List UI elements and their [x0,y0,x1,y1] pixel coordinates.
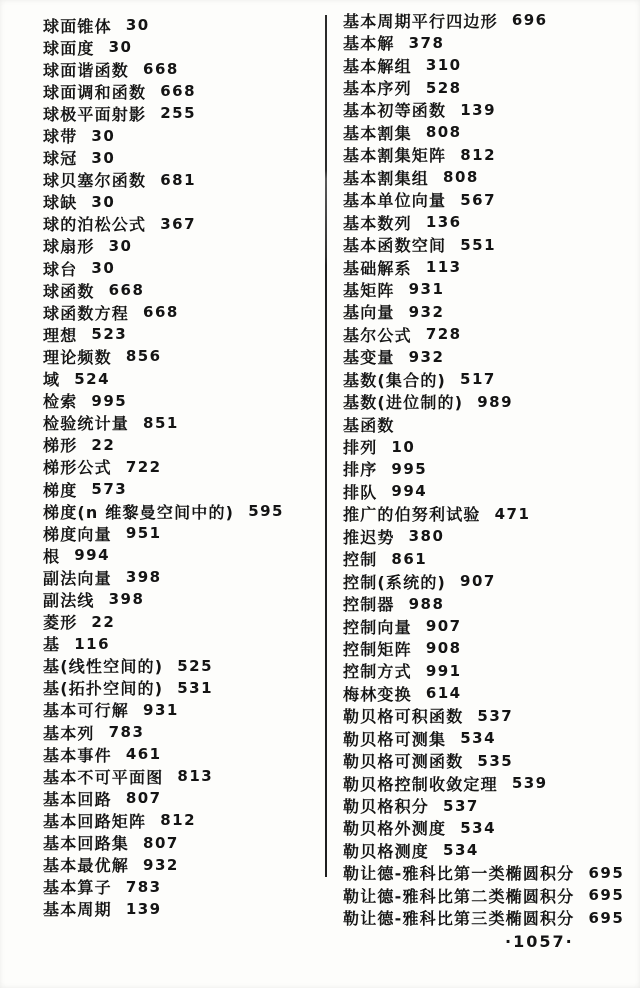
index-entry-page-number: 614 [425,684,462,703]
index-entry [343,435,624,457]
index-entry [343,346,624,368]
index-entry [43,147,284,169]
index-entry-term: 球极平面射影 [43,104,147,124]
index-entry [43,721,284,743]
index-entry [343,278,624,300]
index-entry-page-number: 668 [160,82,197,101]
index-entry-page-number: 807 [143,833,179,852]
index-entry [43,699,284,721]
index-entry [43,257,284,279]
index-entry [43,102,284,124]
index-entry-term: 基本事件 [43,745,112,765]
index-entry-term: 梯度 [43,480,78,500]
index-entry-term: 基矩阵 [343,280,395,300]
index-entry [343,862,624,884]
index-entry-term: 勒贝格测度 [343,841,430,861]
index-entry-term: 控制器 [343,595,395,615]
index-entry-page-number: 783 [125,877,162,896]
index-entry-term: 勒贝格外测度 [343,819,447,839]
index-entry-page-number: 539 [511,774,548,793]
index-entry-page-number: 681 [160,170,197,189]
index-entry-term: 球扇形 [43,237,95,257]
index-entry-page-number: 551 [460,235,497,254]
index-entry [343,301,624,323]
index-entry [43,809,284,831]
index-entry [343,413,624,435]
index-entry [343,189,624,211]
index-entry-page-number: 534 [460,729,497,748]
index-column-right [343,9,624,929]
index-entry [343,76,624,98]
index-entry-term: 理想 [43,325,78,345]
index-entry [43,655,284,677]
index-entry-term: 勒贝格控制收敛定理 [343,774,498,794]
index-entry-page-number: 22 [91,435,116,454]
index-entry-page-number: 696 [511,11,548,30]
index-entry-page-number: 30 [91,148,116,167]
index-entry-term: 根 [43,546,61,566]
index-entry-term: 基本割集矩阵 [343,146,447,166]
index-entry-term: 球台 [43,259,78,279]
index-entry-page-number: 30 [108,236,133,255]
index-entry [43,633,284,655]
index-entry [343,570,624,592]
index-entry-term: 控制矩阵 [343,639,412,659]
index-entry [343,121,624,143]
index-entry-term: 勒让德-雅科比第二类椭圆积分 [343,886,575,906]
index-entry-term: 基本算子 [43,878,112,898]
index-entry [343,368,624,390]
index-entry [343,705,624,727]
index-entry-page-number: 951 [125,524,162,543]
index-entry-page-number: 991 [425,661,462,680]
column-divider-line [325,15,327,877]
index-entry-term: 勒让德-雅科比第一类椭圆积分 [343,864,575,884]
index-entry-page-number: 310 [425,56,462,75]
index-entry-page-number: 995 [391,459,428,478]
index-entry [343,54,624,76]
index-entry-page-number: 907 [460,572,496,591]
index-entry [43,301,284,323]
index-entry [343,794,624,816]
index-entry-page-number: 139 [125,899,162,918]
index-entry-term: 基变量 [343,348,395,368]
index-entry-term: 域 [43,370,61,390]
index-entry [343,503,624,525]
index-entry-page-number: 573 [91,480,128,499]
index-entry-page-number: 812 [160,811,197,830]
index-entry [343,817,624,839]
index-entry-term: 基本序列 [343,79,412,99]
index-entry-page-number: 30 [108,38,133,57]
folio-page-number: ·1057· [505,932,574,951]
index-entry-term: 理论频数 [43,347,112,367]
index-entry-page-number: 534 [460,818,497,837]
index-entry-page-number: 367 [160,214,197,233]
index-entry-term: 基本数列 [343,213,412,233]
index-entry-page-number: 139 [460,100,497,119]
index-entry-term: 球函数 [43,281,95,301]
index-entry [43,544,284,566]
index-entry-page-number: 380 [408,527,445,546]
index-entry-page-number: 534 [443,841,479,860]
index-entry [43,14,284,36]
index-entry [343,211,624,233]
index-entry [43,743,284,765]
index-entry-page-number: 995 [91,391,128,410]
index-entry [43,235,284,257]
index-entry-page-number: 932 [408,347,445,366]
index-entry-page-number: 994 [74,546,111,565]
index-entry-term: 基向量 [343,303,395,323]
index-entry-page-number: 907 [425,617,462,636]
index-entry-term: 基(拓扑空间的) [43,679,164,699]
index-entry-term: 勒贝格可积函数 [343,707,464,727]
index-entry [343,839,624,861]
index-entry-page-number: 851 [143,413,179,432]
index-entry [43,677,284,699]
index-entry-page-number: 668 [108,281,145,300]
index-entry [343,772,624,794]
index-entry-term: 基尔公式 [343,325,412,345]
index-entry-page-number: 461 [125,745,162,764]
index-entry-term: 基本最优解 [43,856,130,876]
index-entry [343,458,624,480]
index-entry-page-number: 517 [460,370,496,389]
index-entry-term: 勒让德-雅科比第三类椭圆积分 [343,909,575,929]
index-entry-term: 基(线性空间的) [43,657,164,677]
index-entry [43,566,284,588]
index-entry-page-number: 695 [588,908,625,927]
index-entry-term: 控制 [343,550,378,570]
index-entry-term: 控制方式 [343,662,412,682]
index-entry-page-number: 523 [91,325,128,344]
index-entry [43,876,284,898]
index-entry-page-number: 30 [91,126,116,145]
index-entry-term: 副法线 [43,590,95,610]
index-entry-page-number: 808 [425,123,462,142]
index-entry-page-number: 932 [408,302,445,321]
index-entry-term: 推广的伯努利试验 [343,505,481,525]
index-entry [343,682,624,704]
index-entry-page-number: 531 [177,678,214,697]
index-entry-term: 球面调和函数 [43,82,147,102]
index-entry-term: 梯形 [43,436,78,456]
index-entry-page-number: 113 [425,258,462,277]
index-entry-term: 球的泊松公式 [43,215,147,235]
index-entry-page-number: 989 [477,392,514,411]
index-entry-page-number: 668 [143,60,179,79]
index-entry-page-number: 931 [143,700,179,719]
index-entry [343,256,624,278]
index-entry-term: 基本可行解 [43,701,130,721]
index-entry-term: 基本周期 [43,900,112,920]
index-entry-page-number: 856 [125,347,162,366]
index-entry [343,525,624,547]
index-entry-page-number: 994 [391,482,428,501]
index-entry [343,99,624,121]
index-entry-page-number: 813 [177,767,214,786]
index-entry-term: 基函数 [343,415,395,435]
index-entry-page-number: 988 [408,594,445,613]
index-entry-page-number: 255 [160,104,197,123]
index-entry [43,191,284,213]
index-entry-term: 基本割集 [343,123,412,143]
index-entry-page-number: 524 [74,369,111,388]
index-entry-term: 基数(集合的) [343,370,447,390]
index-entry-page-number: 525 [177,656,214,675]
index-entry [343,592,624,614]
index-entry [43,765,284,787]
index-entry-term: 检验统计量 [43,414,130,434]
index-entry [43,456,284,478]
index-entry-term: 勒贝格可测集 [343,729,447,749]
index-entry [343,31,624,53]
index-entry-page-number: 668 [143,303,179,322]
index-entry-term: 梯度(n 维黎曼空间中的) [43,502,235,522]
index-entry [343,884,624,906]
index-entry [343,907,624,929]
index-entry-page-number: 807 [125,789,162,808]
index-entry-term: 球带 [43,127,78,147]
index-entry-page-number: 528 [425,78,462,97]
index-entry-page-number: 931 [408,280,445,299]
index-entry [43,279,284,301]
index-entry-page-number: 116 [74,634,111,653]
index-entry-term: 球函数方程 [43,303,130,323]
index-entry [43,36,284,58]
index-entry-page-number: 537 [477,706,514,725]
index-entry-term: 控制(系统的) [343,572,447,592]
index-entry-term: 基本回路矩阵 [43,811,147,831]
index-entry-page-number: 861 [391,549,428,568]
index-entry [343,660,624,682]
index-entry-term: 排队 [343,482,378,502]
index-entry-term: 球冠 [43,149,78,169]
index-entry [43,213,284,235]
index-entry-term: 基本列 [43,723,95,743]
index-entry-page-number: 695 [588,886,625,905]
index-entry [343,727,624,749]
index-entry-page-number: 30 [91,259,116,278]
index-entry-page-number: 932 [143,855,179,874]
index-entry-term: 基本周期平行四边形 [343,11,498,31]
index-entry [43,588,284,610]
index-entry-term: 推迟势 [343,527,395,547]
index-entry-term: 基本解组 [343,56,412,76]
index-entry-term: 基本单位向量 [343,191,447,211]
index-entry [43,898,284,920]
index-entry-term: 球缺 [43,193,78,213]
index-entry-term: 排列 [343,438,378,458]
index-entry-term: 基本函数空间 [343,236,447,256]
index-entry-term: 梯度向量 [43,524,112,544]
index-entry [43,478,284,500]
index-entry [43,169,284,191]
index-entry [43,522,284,544]
index-entry-term: 副法向量 [43,568,112,588]
index-entry-page-number: 378 [408,33,445,52]
index-entry-term: 基本不可平面图 [43,767,164,787]
index-entry-page-number: 595 [248,502,284,521]
index-entry [43,434,284,456]
index-entry-term: 球面锥体 [43,16,112,36]
index-entry-page-number: 136 [425,213,462,232]
index-entry-term: 基本回路集 [43,834,130,854]
index-entry [43,80,284,102]
index-entry-page-number: 30 [125,16,150,35]
index-entry-page-number: 22 [91,612,116,631]
index-entry-page-number: 537 [443,796,479,815]
index-entry [43,412,284,434]
index-entry-term: 球面谐函数 [43,60,130,80]
index-entry [43,58,284,80]
index-entry-term: 勒贝格可测函数 [343,752,464,772]
index-entry-term: 排序 [343,460,378,480]
index-entry [43,787,284,809]
index-entry [343,615,624,637]
index-entry [343,390,624,412]
index-entry [343,144,624,166]
index-entry [343,166,624,188]
index-entry-page-number: 808 [443,168,479,187]
index-entry-term: 基 [43,635,61,655]
index-entry-term: 球贝塞尔函数 [43,171,147,191]
index-entry-page-number: 535 [477,751,514,770]
index-entry-term: 球面度 [43,38,95,58]
index-entry-page-number: 722 [125,457,162,476]
index-entry-page-number: 783 [108,723,145,742]
index-entry [43,500,284,522]
index-entry-page-number: 398 [108,590,145,609]
index-column-left [43,14,284,920]
index-entry-term: 基数(进位制的) [343,393,464,413]
index-entry-term: 控制向量 [343,617,412,637]
index-entry [43,368,284,390]
index-entry [343,637,624,659]
index-entry-page-number: 398 [125,568,162,587]
index-entry [343,480,624,502]
index-entry-page-number: 567 [460,190,497,209]
index-entry [343,548,624,570]
index-entry-term: 基本初等函数 [343,101,447,121]
index-entry-term: 菱形 [43,613,78,633]
index-entry [43,323,284,345]
index-entry-term: 基本解 [343,34,395,54]
index-entry-page-number: 471 [494,504,531,523]
index-entry-page-number: 728 [425,325,462,344]
index-entry [43,345,284,367]
index-entry-page-number: 10 [391,437,416,456]
index-entry [343,323,624,345]
index-entry-term: 基本割集组 [343,168,430,188]
index-entry-term: 基础解系 [343,258,412,278]
index-entry [343,9,624,31]
index-entry-term: 基本回路 [43,789,112,809]
index-entry [43,611,284,633]
index-entry [343,233,624,255]
index-entry-page-number: 908 [425,639,462,658]
index-entry-term: 勒贝格积分 [343,797,430,817]
index-entry-term: 检索 [43,392,78,412]
index-entry [343,749,624,771]
index-entry [43,854,284,876]
index-entry [43,831,284,853]
index-entry-page-number: 30 [91,192,116,211]
index-entry-page-number: 812 [460,145,497,164]
index-entry-term: 梯形公式 [43,458,112,478]
index-entry-term: 梅林变换 [343,684,412,704]
index-entry [43,390,284,412]
index-entry-page-number: 695 [588,863,625,882]
index-entry [43,124,284,146]
